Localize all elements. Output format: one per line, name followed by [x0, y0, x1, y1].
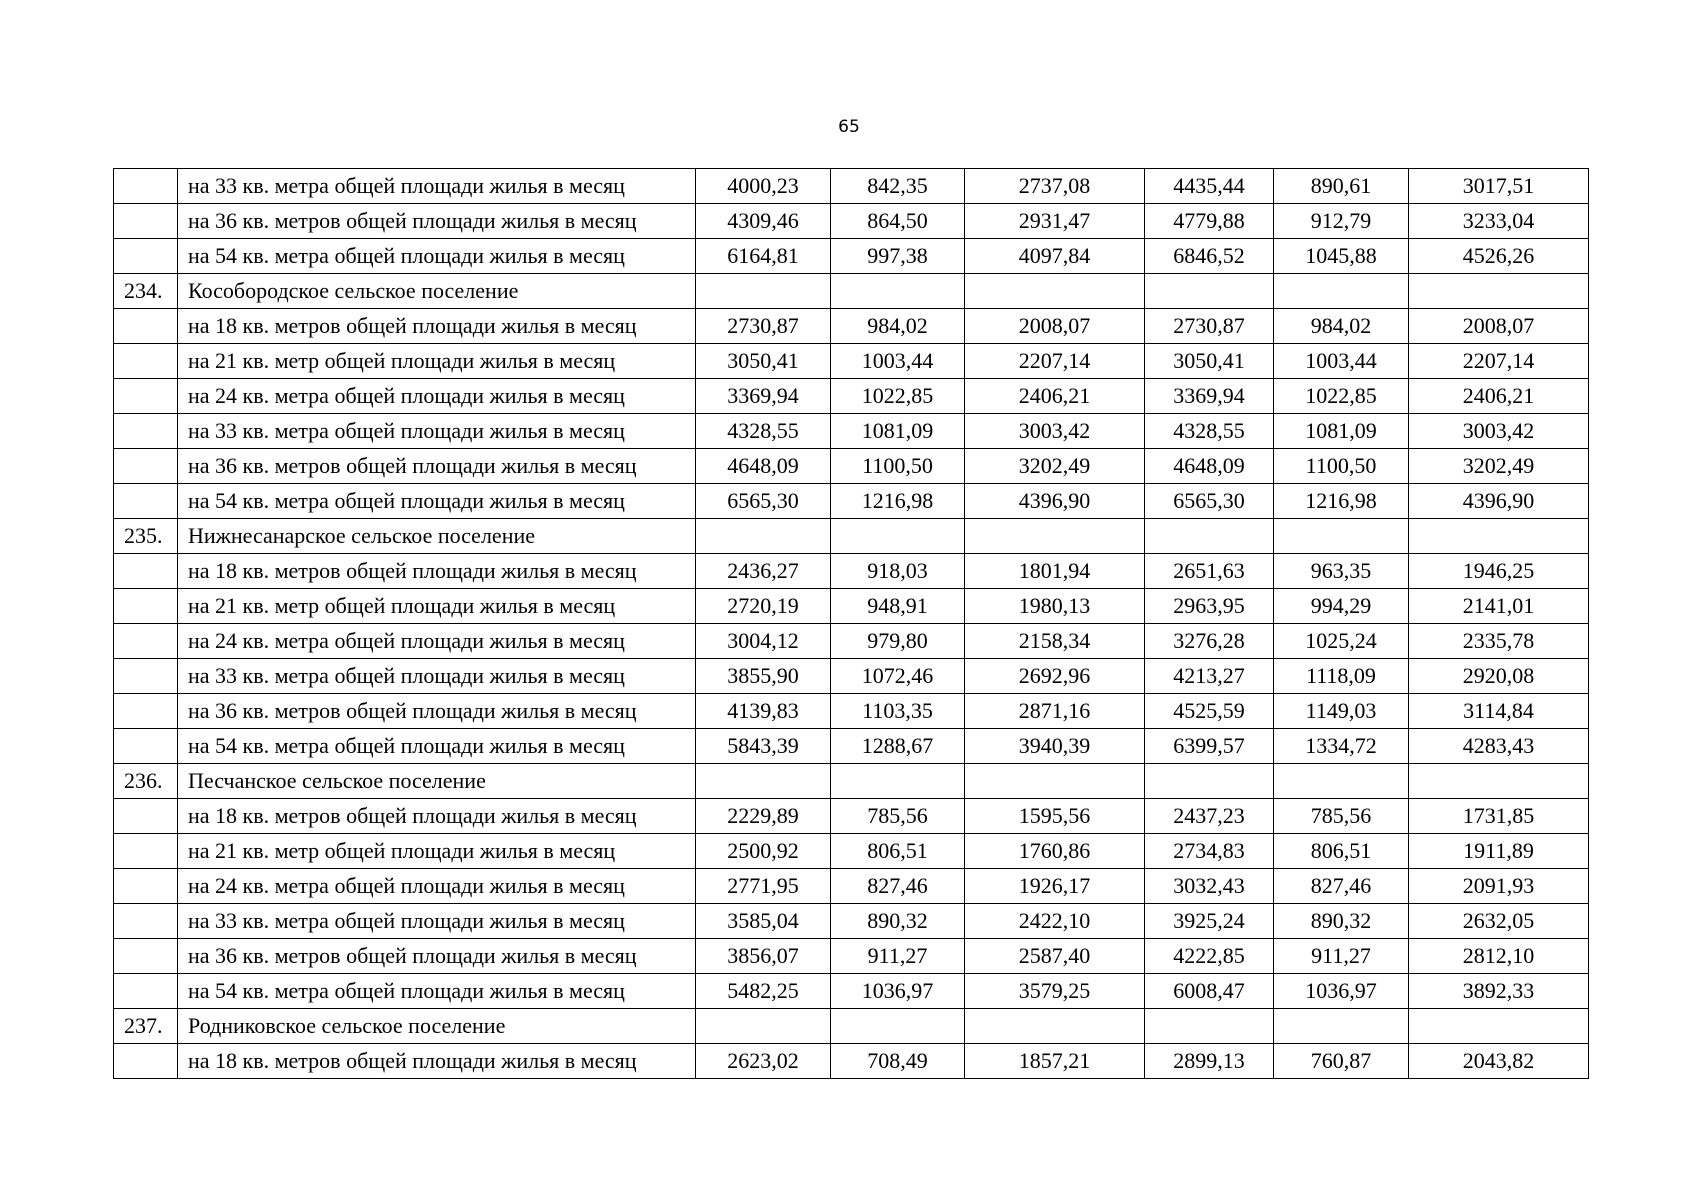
norm-label-cell: на 36 кв. метров общей площади жилья в месяц	[178, 204, 696, 239]
value-col-3-cell: 2737,08	[965, 169, 1145, 204]
value-col-4-cell: 2651,63	[1145, 554, 1274, 589]
row-number-cell	[114, 659, 178, 694]
row-number-cell	[114, 869, 178, 904]
value-col-1-cell: 6565,30	[696, 484, 831, 519]
value-col-1-cell: 4139,83	[696, 694, 831, 729]
value-col-5-cell: 1100,50	[1274, 449, 1409, 484]
value-col-3-cell: 2008,07	[965, 309, 1145, 344]
value-col-6-cell: 3114,84	[1409, 694, 1589, 729]
value-col-1-cell: 4309,46	[696, 204, 831, 239]
value-col-6-cell: 2043,82	[1409, 1044, 1589, 1079]
value-col-4-cell	[1145, 1009, 1274, 1044]
value-col-2-cell: 1100,50	[831, 449, 965, 484]
value-col-6-cell: 2008,07	[1409, 309, 1589, 344]
table-row	[114, 834, 1589, 869]
value-col-5-cell: 806,51	[1274, 834, 1409, 869]
value-col-3-cell: 3940,39	[965, 729, 1145, 764]
value-col-1-cell: 4648,09	[696, 449, 831, 484]
value-col-4-cell: 2734,83	[1145, 834, 1274, 869]
norm-label-cell: на 21 кв. метр общей площади жилья в месяц	[178, 589, 696, 624]
table-row	[114, 974, 1589, 1009]
value-col-6-cell: 1911,89	[1409, 834, 1589, 869]
value-col-1-cell	[696, 1009, 831, 1044]
norm-label-cell: на 54 кв. метра общей площади жилья в месяц	[178, 484, 696, 519]
value-col-3-cell: 3202,49	[965, 449, 1145, 484]
value-col-2-cell: 1288,67	[831, 729, 965, 764]
table-row	[114, 554, 1589, 589]
value-col-6-cell: 4283,43	[1409, 729, 1589, 764]
norm-label-cell: на 36 кв. метров общей площади жилья в месяц	[178, 939, 696, 974]
value-col-6-cell: 3892,33	[1409, 974, 1589, 1009]
value-col-1-cell	[696, 764, 831, 799]
value-col-2-cell: 1216,98	[831, 484, 965, 519]
row-number-cell	[114, 799, 178, 834]
value-col-4-cell: 6565,30	[1145, 484, 1274, 519]
value-col-5-cell: 1216,98	[1274, 484, 1409, 519]
table-row	[114, 484, 1589, 519]
row-number-cell	[114, 169, 178, 204]
value-col-5-cell: 1149,03	[1274, 694, 1409, 729]
value-col-1-cell: 3050,41	[696, 344, 831, 379]
value-col-3-cell	[965, 519, 1145, 554]
value-col-1-cell	[696, 274, 831, 309]
table-row	[114, 624, 1589, 659]
value-col-4-cell: 4213,27	[1145, 659, 1274, 694]
value-col-5-cell	[1274, 764, 1409, 799]
row-number-cell	[114, 344, 178, 379]
value-col-5-cell: 963,35	[1274, 554, 1409, 589]
value-col-3-cell: 2207,14	[965, 344, 1145, 379]
value-col-6-cell: 3017,51	[1409, 169, 1589, 204]
value-col-2-cell: 1072,46	[831, 659, 965, 694]
value-col-4-cell: 6008,47	[1145, 974, 1274, 1009]
row-number-cell	[114, 834, 178, 869]
value-col-1-cell: 3004,12	[696, 624, 831, 659]
table-row	[114, 449, 1589, 484]
value-col-4-cell: 4222,85	[1145, 939, 1274, 974]
table-row	[114, 1044, 1589, 1079]
table-row	[114, 939, 1589, 974]
value-col-4-cell: 3032,43	[1145, 869, 1274, 904]
norm-label-cell: на 54 кв. метра общей площади жилья в месяц	[178, 729, 696, 764]
norm-label-cell: на 18 кв. метров общей площади жилья в месяц	[178, 554, 696, 589]
value-col-3-cell: 3003,42	[965, 414, 1145, 449]
table-body	[114, 169, 1589, 1079]
table-row	[114, 869, 1589, 904]
value-col-2-cell: 890,32	[831, 904, 965, 939]
table-row	[114, 694, 1589, 729]
settlement-name-cell: Кособородское сельское поселение	[178, 274, 696, 309]
value-col-4-cell: 4525,59	[1145, 694, 1274, 729]
value-col-2-cell: 984,02	[831, 309, 965, 344]
table-row	[114, 589, 1589, 624]
value-col-5-cell: 1022,85	[1274, 379, 1409, 414]
value-col-1-cell: 2730,87	[696, 309, 831, 344]
row-number-cell	[114, 904, 178, 939]
value-col-6-cell: 2632,05	[1409, 904, 1589, 939]
value-col-2-cell: 979,80	[831, 624, 965, 659]
value-col-3-cell: 1760,86	[965, 834, 1145, 869]
value-col-5-cell: 984,02	[1274, 309, 1409, 344]
value-col-1-cell: 6164,81	[696, 239, 831, 274]
value-col-1-cell: 3855,90	[696, 659, 831, 694]
norm-label-cell: на 24 кв. метра общей площади жилья в месяц	[178, 379, 696, 414]
section-row	[114, 1009, 1589, 1044]
row-number-cell: 236.	[114, 764, 178, 799]
value-col-3-cell: 1857,21	[965, 1044, 1145, 1079]
table-row	[114, 799, 1589, 834]
value-col-4-cell: 3050,41	[1145, 344, 1274, 379]
value-col-4-cell: 6846,52	[1145, 239, 1274, 274]
value-col-2-cell	[831, 1009, 965, 1044]
value-col-4-cell: 2730,87	[1145, 309, 1274, 344]
value-col-5-cell: 1045,88	[1274, 239, 1409, 274]
value-col-1-cell: 5843,39	[696, 729, 831, 764]
value-col-6-cell: 3202,49	[1409, 449, 1589, 484]
value-col-1-cell: 4328,55	[696, 414, 831, 449]
section-row	[114, 519, 1589, 554]
row-number-cell	[114, 974, 178, 1009]
row-number-cell	[114, 589, 178, 624]
value-col-3-cell: 2931,47	[965, 204, 1145, 239]
value-col-6-cell	[1409, 274, 1589, 309]
value-col-4-cell: 4779,88	[1145, 204, 1274, 239]
row-number-cell	[114, 554, 178, 589]
value-col-4-cell: 6399,57	[1145, 729, 1274, 764]
value-col-6-cell: 2920,08	[1409, 659, 1589, 694]
value-col-5-cell: 890,61	[1274, 169, 1409, 204]
value-col-3-cell: 1801,94	[965, 554, 1145, 589]
value-col-1-cell: 3585,04	[696, 904, 831, 939]
value-col-2-cell	[831, 519, 965, 554]
value-col-6-cell: 1731,85	[1409, 799, 1589, 834]
value-col-6-cell: 4526,26	[1409, 239, 1589, 274]
value-col-5-cell: 911,27	[1274, 939, 1409, 974]
table-row	[114, 379, 1589, 414]
value-col-2-cell: 1103,35	[831, 694, 965, 729]
value-col-2-cell: 708,49	[831, 1044, 965, 1079]
value-col-5-cell	[1274, 519, 1409, 554]
value-col-3-cell	[965, 274, 1145, 309]
value-col-4-cell: 3925,24	[1145, 904, 1274, 939]
value-col-4-cell: 4328,55	[1145, 414, 1274, 449]
norm-label-cell: на 33 кв. метра общей площади жилья в месяц	[178, 904, 696, 939]
value-col-1-cell: 2771,95	[696, 869, 831, 904]
norm-label-cell: на 21 кв. метр общей площади жилья в месяц	[178, 344, 696, 379]
value-col-6-cell: 2812,10	[1409, 939, 1589, 974]
value-col-2-cell: 827,46	[831, 869, 965, 904]
value-col-4-cell	[1145, 764, 1274, 799]
value-col-3-cell: 2158,34	[965, 624, 1145, 659]
row-number-cell	[114, 484, 178, 519]
value-col-3-cell: 1980,13	[965, 589, 1145, 624]
value-col-2-cell: 864,50	[831, 204, 965, 239]
value-col-3-cell: 2422,10	[965, 904, 1145, 939]
norm-label-cell: на 54 кв. метра общей площади жилья в месяц	[178, 974, 696, 1009]
value-col-5-cell: 994,29	[1274, 589, 1409, 624]
value-col-6-cell: 4396,90	[1409, 484, 1589, 519]
value-col-4-cell	[1145, 519, 1274, 554]
section-row	[114, 274, 1589, 309]
norm-label-cell: на 18 кв. метров общей площади жилья в месяц	[178, 799, 696, 834]
norm-label-cell: на 18 кв. метров общей площади жилья в месяц	[178, 1044, 696, 1079]
settlement-name-cell: Песчанское сельское поселение	[178, 764, 696, 799]
value-col-2-cell: 997,38	[831, 239, 965, 274]
norm-label-cell: на 36 кв. метров общей площади жилья в месяц	[178, 449, 696, 484]
value-col-3-cell: 1595,56	[965, 799, 1145, 834]
row-number-cell	[114, 694, 178, 729]
value-col-6-cell: 3003,42	[1409, 414, 1589, 449]
page-number: 65	[838, 117, 860, 137]
row-number-cell	[114, 239, 178, 274]
table-row	[114, 659, 1589, 694]
settlement-name-cell: Родниковское сельское поселение	[178, 1009, 696, 1044]
norm-label-cell: на 21 кв. метр общей площади жилья в месяц	[178, 834, 696, 869]
value-col-3-cell	[965, 764, 1145, 799]
row-number-cell: 235.	[114, 519, 178, 554]
value-col-2-cell: 1022,85	[831, 379, 965, 414]
value-col-4-cell: 2437,23	[1145, 799, 1274, 834]
value-col-6-cell: 2207,14	[1409, 344, 1589, 379]
value-col-4-cell: 2963,95	[1145, 589, 1274, 624]
value-col-2-cell	[831, 274, 965, 309]
row-number-cell	[114, 414, 178, 449]
value-col-5-cell: 1025,24	[1274, 624, 1409, 659]
table-row	[114, 169, 1589, 204]
value-col-2-cell	[831, 764, 965, 799]
row-number-cell	[114, 939, 178, 974]
row-number-cell	[114, 449, 178, 484]
value-col-6-cell: 1946,25	[1409, 554, 1589, 589]
value-col-3-cell: 2692,96	[965, 659, 1145, 694]
value-col-4-cell: 2899,13	[1145, 1044, 1274, 1079]
value-col-6-cell	[1409, 764, 1589, 799]
value-col-6-cell	[1409, 1009, 1589, 1044]
section-row	[114, 764, 1589, 799]
tariff-table	[113, 168, 1589, 1079]
value-col-2-cell: 911,27	[831, 939, 965, 974]
value-col-4-cell: 3369,94	[1145, 379, 1274, 414]
value-col-2-cell: 806,51	[831, 834, 965, 869]
value-col-5-cell: 1003,44	[1274, 344, 1409, 379]
value-col-3-cell: 2406,21	[965, 379, 1145, 414]
value-col-3-cell: 4097,84	[965, 239, 1145, 274]
table-row	[114, 204, 1589, 239]
value-col-6-cell: 3233,04	[1409, 204, 1589, 239]
table-row	[114, 239, 1589, 274]
value-col-5-cell: 785,56	[1274, 799, 1409, 834]
value-col-4-cell: 3276,28	[1145, 624, 1274, 659]
value-col-5-cell: 827,46	[1274, 869, 1409, 904]
value-col-6-cell: 2335,78	[1409, 624, 1589, 659]
norm-label-cell: на 33 кв. метра общей площади жилья в месяц	[178, 414, 696, 449]
value-col-2-cell: 1003,44	[831, 344, 965, 379]
value-col-5-cell: 1118,09	[1274, 659, 1409, 694]
value-col-2-cell: 785,56	[831, 799, 965, 834]
value-col-5-cell: 1334,72	[1274, 729, 1409, 764]
norm-label-cell: на 33 кв. метра общей площади жилья в месяц	[178, 659, 696, 694]
value-col-3-cell: 4396,90	[965, 484, 1145, 519]
value-col-1-cell: 2720,19	[696, 589, 831, 624]
value-col-6-cell: 2091,93	[1409, 869, 1589, 904]
norm-label-cell: на 18 кв. метров общей площади жилья в месяц	[178, 309, 696, 344]
value-col-1-cell: 4000,23	[696, 169, 831, 204]
row-number-cell	[114, 309, 178, 344]
value-col-5-cell: 912,79	[1274, 204, 1409, 239]
value-col-1-cell: 3369,94	[696, 379, 831, 414]
row-number-cell	[114, 1044, 178, 1079]
value-col-1-cell: 2500,92	[696, 834, 831, 869]
settlement-name-cell: Нижнесанарское сельское поселение	[178, 519, 696, 554]
value-col-5-cell	[1274, 1009, 1409, 1044]
value-col-4-cell: 4435,44	[1145, 169, 1274, 204]
value-col-3-cell: 3579,25	[965, 974, 1145, 1009]
row-number-cell	[114, 729, 178, 764]
row-number-cell: 234.	[114, 274, 178, 309]
row-number-cell: 237.	[114, 1009, 178, 1044]
value-col-5-cell: 1081,09	[1274, 414, 1409, 449]
row-number-cell	[114, 379, 178, 414]
value-col-1-cell: 2436,27	[696, 554, 831, 589]
norm-label-cell: на 54 кв. метра общей площади жилья в месяц	[178, 239, 696, 274]
value-col-6-cell: 2141,01	[1409, 589, 1589, 624]
value-col-4-cell: 4648,09	[1145, 449, 1274, 484]
value-col-3-cell: 2871,16	[965, 694, 1145, 729]
value-col-1-cell: 2229,89	[696, 799, 831, 834]
value-col-5-cell	[1274, 274, 1409, 309]
value-col-2-cell: 842,35	[831, 169, 965, 204]
value-col-3-cell	[965, 1009, 1145, 1044]
norm-label-cell: на 36 кв. метров общей площади жилья в месяц	[178, 694, 696, 729]
value-col-5-cell: 760,87	[1274, 1044, 1409, 1079]
norm-label-cell: на 24 кв. метра общей площади жилья в месяц	[178, 869, 696, 904]
table-row	[114, 414, 1589, 449]
row-number-cell	[114, 624, 178, 659]
value-col-6-cell: 2406,21	[1409, 379, 1589, 414]
value-col-5-cell: 1036,97	[1274, 974, 1409, 1009]
value-col-5-cell: 890,32	[1274, 904, 1409, 939]
table-row	[114, 904, 1589, 939]
value-col-6-cell	[1409, 519, 1589, 554]
value-col-2-cell: 918,03	[831, 554, 965, 589]
value-col-3-cell: 1926,17	[965, 869, 1145, 904]
table-row	[114, 729, 1589, 764]
value-col-4-cell	[1145, 274, 1274, 309]
value-col-1-cell: 2623,02	[696, 1044, 831, 1079]
table-row	[114, 344, 1589, 379]
value-col-3-cell: 2587,40	[965, 939, 1145, 974]
table-row	[114, 309, 1589, 344]
value-col-1-cell: 5482,25	[696, 974, 831, 1009]
row-number-cell	[114, 204, 178, 239]
norm-label-cell: на 24 кв. метра общей площади жилья в месяц	[178, 624, 696, 659]
norm-label-cell: на 33 кв. метра общей площади жилья в месяц	[178, 169, 696, 204]
value-col-1-cell	[696, 519, 831, 554]
value-col-2-cell: 948,91	[831, 589, 965, 624]
value-col-2-cell: 1081,09	[831, 414, 965, 449]
value-col-1-cell: 3856,07	[696, 939, 831, 974]
value-col-2-cell: 1036,97	[831, 974, 965, 1009]
